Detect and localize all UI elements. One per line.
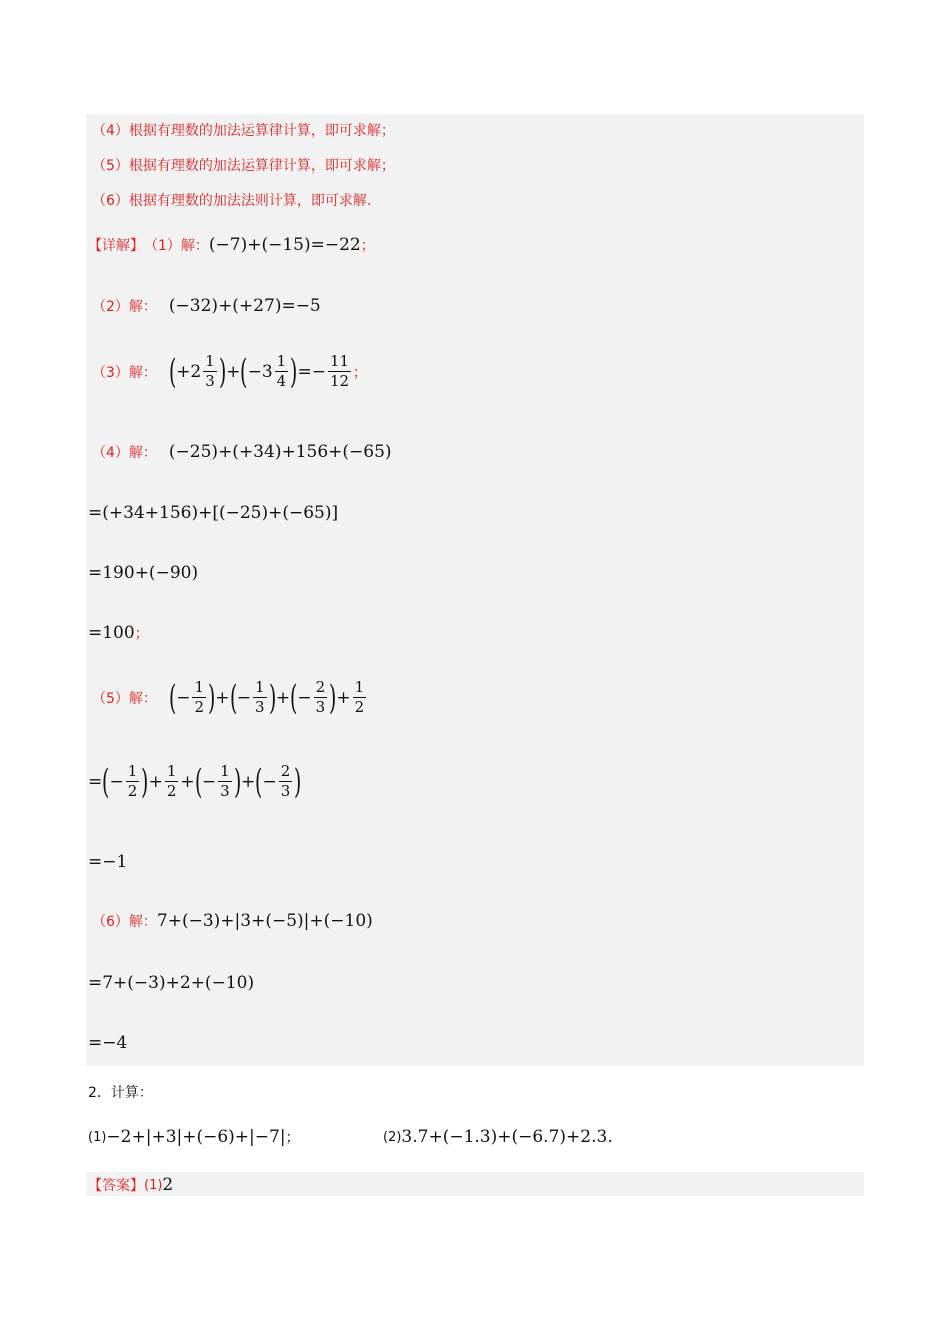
solution-4-label: （4）解： [92, 445, 157, 461]
question-2-title: 2．计算： [88, 1085, 153, 1101]
solution-6-line-3: =−4 [88, 1033, 128, 1053]
solution-3-expression: ( +2 $\frac{1}{3}$ ) + ( −3 $\frac{1}{4}$ ) =− $\frac{11}{12}$ [168, 351, 350, 392]
hint-6: （6）根据有理数的加法法则计算，即可求解. [92, 193, 372, 209]
solution-5-line-3: =−1 [88, 852, 128, 872]
solution-2-label: （2）解： [92, 299, 157, 315]
answer-line [88, 1175, 173, 1195]
answer-label: (1) [144, 1177, 163, 1193]
solution-4-line-2: =(+34+156)+[(−25)+(−65)] [88, 503, 339, 523]
detail-tag: 【详解】 [88, 238, 144, 254]
solution-4-line-3: =190+(−90) [88, 563, 199, 583]
solution-6-line-1: （6）解： 7+(−3)+|3+(−5)|+(−10) [92, 911, 373, 931]
question-2-sub-1-label: (1) [88, 1129, 107, 1145]
solution-6-line-2: =7+(−3)+2+(−10) [88, 973, 255, 993]
solution-3: （3）解： ( +2 $\frac{1}{3}$ ) + ( −3 $\frac{1}{4}$ ) =− $\frac{11}{12}$ ； [92, 351, 368, 392]
solution-5-label: （5）解： [92, 690, 157, 707]
solution-1-label: （1）解： [144, 238, 209, 254]
solution-4-line-4: =100 ； [88, 623, 149, 643]
question-2-sub-2-label: (2) [383, 1129, 402, 1145]
solution-5-line-1: （5）解： ( − $\frac{1}{2}$ ) + ( − $\frac{1}{3}$ ) + ( − $\frac{2}{3}$ ) + $\frac{1}{2}$ [92, 677, 365, 718]
hint-4: （4）根据有理数的加法运算律计算，即可求解； [92, 123, 395, 139]
solution-2 [92, 296, 321, 316]
solution-6-label: （6）解： [92, 914, 157, 930]
answer-tag: 【答案】 [88, 1178, 144, 1194]
solution-5-line-2: = ( − $\frac{1}{2}$ ) + $\frac{1}{2}$ + ( − $\frac{1}{3}$ ) + ( − $\frac{2}{3}$ ) [88, 761, 302, 802]
hint-5: （5）根据有理数的加法运算律计算，即可求解； [92, 158, 395, 174]
question-2-sub-1: (1) −2+|+3|+(−6)+|−7| ； [88, 1127, 300, 1147]
solution-4-line-1: （4）解： (−25)+(+34)+156+(−65) [92, 442, 392, 462]
solution-1-expression: (−7)+(−15)=−22 [208, 235, 361, 255]
answer-value: 2 [162, 1175, 174, 1195]
solution-2-expression: (−32)+(+27)=−5 [168, 296, 321, 316]
solution-3-label: （3）解： [92, 364, 157, 381]
question-2-sub-2: (2) 3.7+(−1.3)+(−6.7)+2.3. [383, 1127, 613, 1147]
answer-background [86, 1172, 864, 1196]
solution-1: 【详解】 （1）解： (−7)+(−15)=−22 ； [88, 235, 375, 255]
